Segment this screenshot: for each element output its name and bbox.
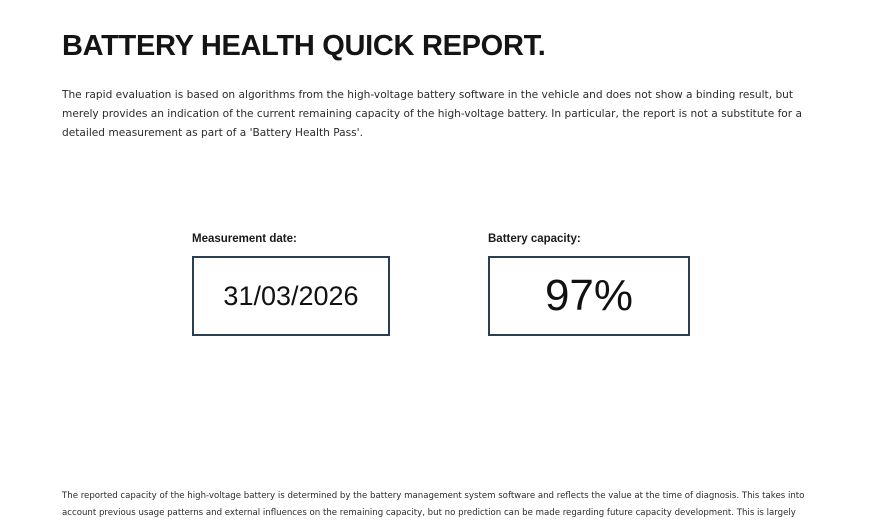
footer-disclaimer: The reported capacity of the high-voltage battery is determined by the battery management system software and reflects the value at the time of diagnosis. This takes into account previous usage patterns and external influences on the remaining capacity, but no prediction can be made regarding future capacity development. This is largely <box>62 491 805 518</box>
battery-capacity-value: 97% <box>544 271 634 320</box>
battery-capacity-box <box>488 256 690 336</box>
intro-paragraph: The rapid evaluation is based on algorithms from the high-voltage battery software in the vehicle and does not show a binding result, but merely provides an indication of the current remaining capacity of the high-voltage battery. In particular, the report is not a substitute for a detailed measurement as part of a 'Battery Health Pass'. <box>62 89 802 139</box>
measurement-date-label: Measurement date: <box>192 233 297 245</box>
measurement-date-value: 31/03/2026 <box>223 280 359 311</box>
battery-capacity-label: Battery capacity: <box>488 233 581 245</box>
measurement-date-box <box>192 256 390 336</box>
page-title: BATTERY HEALTH QUICK REPORT. <box>62 30 546 62</box>
